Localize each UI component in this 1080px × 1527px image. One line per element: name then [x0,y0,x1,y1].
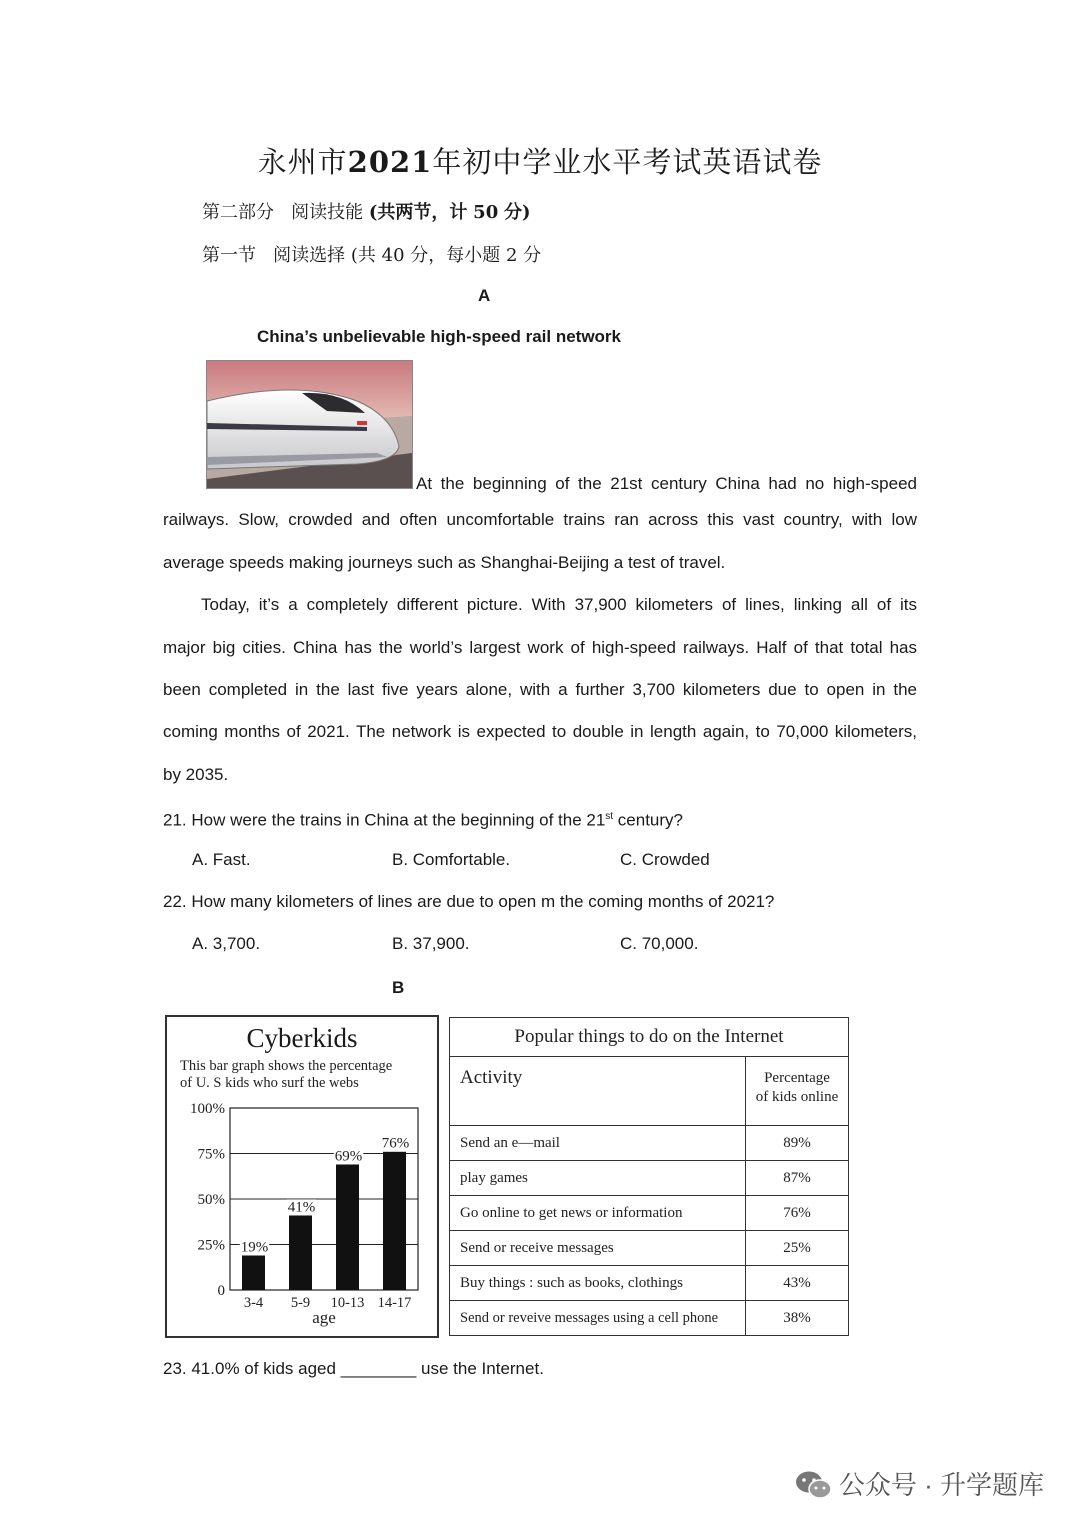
percent-cell: 76% [746,1196,849,1231]
watermark [795,1465,1044,1507]
bar-value-label: 19% [240,1239,269,1256]
y-tick-label: 50% [197,1192,225,1208]
y-tick-label: 0 [217,1283,225,1299]
percent-cell: 38% [746,1301,849,1336]
q22-option-c: C. 70,000. [620,934,699,953]
table-row [450,1126,849,1161]
passage-a-line-7: coming months of 2021. The network is expected to double in length again, to 70,000 kilometers, [163,722,917,741]
q21-option-a: A. Fast. [192,850,251,869]
table-title: Popular things to do on the Internet [450,1018,849,1057]
passage-a-line-3: average speeds making journeys such as Shanghai-Beijing a test of travel. [163,553,726,572]
y-tick-label: 25% [197,1237,225,1254]
bar-14-17 [383,1152,406,1290]
question-23: 23. 41.0% of kids aged ________ use the Internet. [163,1359,544,1378]
column-header-activity: Activity [450,1057,746,1126]
part-label: 第二部分 [202,202,274,223]
exam-title: 永州市2021年初中学业水平考试英语试卷 [257,145,823,179]
part-note: (共两节，计 [368,202,468,223]
bar-value-label: 41% [287,1199,316,1216]
column-header-percentage-line-1: Percentage [764,1070,830,1086]
activity-cell: Send or receive messages [450,1231,746,1266]
cyberkids-chart-box [165,1015,439,1338]
popular-things-table [449,1017,849,1336]
column-header-percentage [746,1057,849,1126]
q22-option-b: B. 37,900. [392,934,470,953]
y-tick-label: 100% [190,1101,225,1117]
passage-a-line-4: Today, it’s a completely different picture. With 37,900 kilometers of lines, linking all of its [201,595,917,614]
y-tick-label: 75% [197,1146,225,1163]
percent-cell: 43% [746,1266,849,1301]
q22-option-a: A. 3,700. [192,934,261,953]
table-row [450,1301,849,1336]
x-tick-label: 5-9 [290,1295,311,1311]
bar-5-9 [289,1215,312,1290]
passage-a-line-5: major big cities. China has the world’s largest work of high-speed railways. Half of that total has [163,638,917,657]
bar-chart [167,1017,437,1336]
part-name: 阅读技能 [291,202,364,223]
table-row [450,1231,849,1266]
activity-cell: Buy things : such as books, clothings [450,1266,746,1301]
train-image [206,360,413,489]
passage-a-line-2: railways. Slow, crowded and often uncomfortable trains ran across this vast country, with low [163,510,917,529]
table-row [450,1266,849,1301]
percent-cell: 87% [746,1161,849,1196]
section-label: 第一节 [202,245,256,266]
question-22: 22. How many kilometers of lines are due to open m the coming months of 2021? [163,892,775,911]
x-tick-label: 14-17 [377,1295,412,1311]
section-note: (共 40 分，每小题 2 分 [350,245,542,266]
chart-subtitle-line-1: This bar graph shows the percentage [180,1058,393,1074]
activity-cell: Go online to get news or information [450,1196,746,1231]
part-heading [202,198,531,224]
table-row [450,1196,849,1231]
bar-10-13 [336,1164,359,1290]
passage-b-letter: B [392,978,405,997]
column-header-percentage-line-2: of kids online [755,1089,839,1105]
question-21: 21. How were the trains in China at the beginning of the 21st century? [163,810,684,830]
part-score: 50 [473,202,499,223]
table-row [450,1161,849,1196]
part-note-end: 分) [503,202,531,223]
chart-subtitle-line-2: of U. S kids who surf the webs [180,1075,359,1091]
wechat-icon [795,1470,833,1507]
answer-blank[interactable]: ________ [340,1359,417,1378]
x-axis-label: age [312,1308,336,1327]
activity-cell: Send an e—mail [450,1126,746,1161]
x-tick-label: 10-13 [330,1295,365,1311]
chart-title: Cyberkids [246,1023,358,1053]
x-tick-label: 3-4 [243,1295,264,1311]
passage-a-letter: A [478,286,491,305]
bar-3-4 [242,1255,265,1290]
bar-value-label: 69% [334,1148,363,1165]
bar-value-label: 76% [381,1135,410,1152]
section-name: 阅读选择 [273,245,346,266]
passage-a-line-8: by 2035. [163,765,229,784]
passage-a-line-6: been completed in the last five years alone, with a further 3,700 kilometers due to open in the [163,680,917,699]
passage-a-heading: China’s unbelievable high-speed rail network [257,327,622,346]
q21-option-b: B. Comfortable. [392,850,511,869]
percent-cell: 89% [746,1126,849,1161]
watermark-text: 公众号 · 升学题库 [838,1470,1044,1500]
activity-cell: Send or reveive messages using a cell phone [450,1301,746,1336]
percent-cell: 25% [746,1231,849,1266]
passage-a-line-1: At the beginning of the 21st century China had no high-speed [416,474,917,493]
activity-cell: play games [450,1161,746,1196]
q21-option-c: C. Crowded [620,850,710,869]
section-heading [202,241,541,267]
high-speed-train-illustration [207,361,412,488]
